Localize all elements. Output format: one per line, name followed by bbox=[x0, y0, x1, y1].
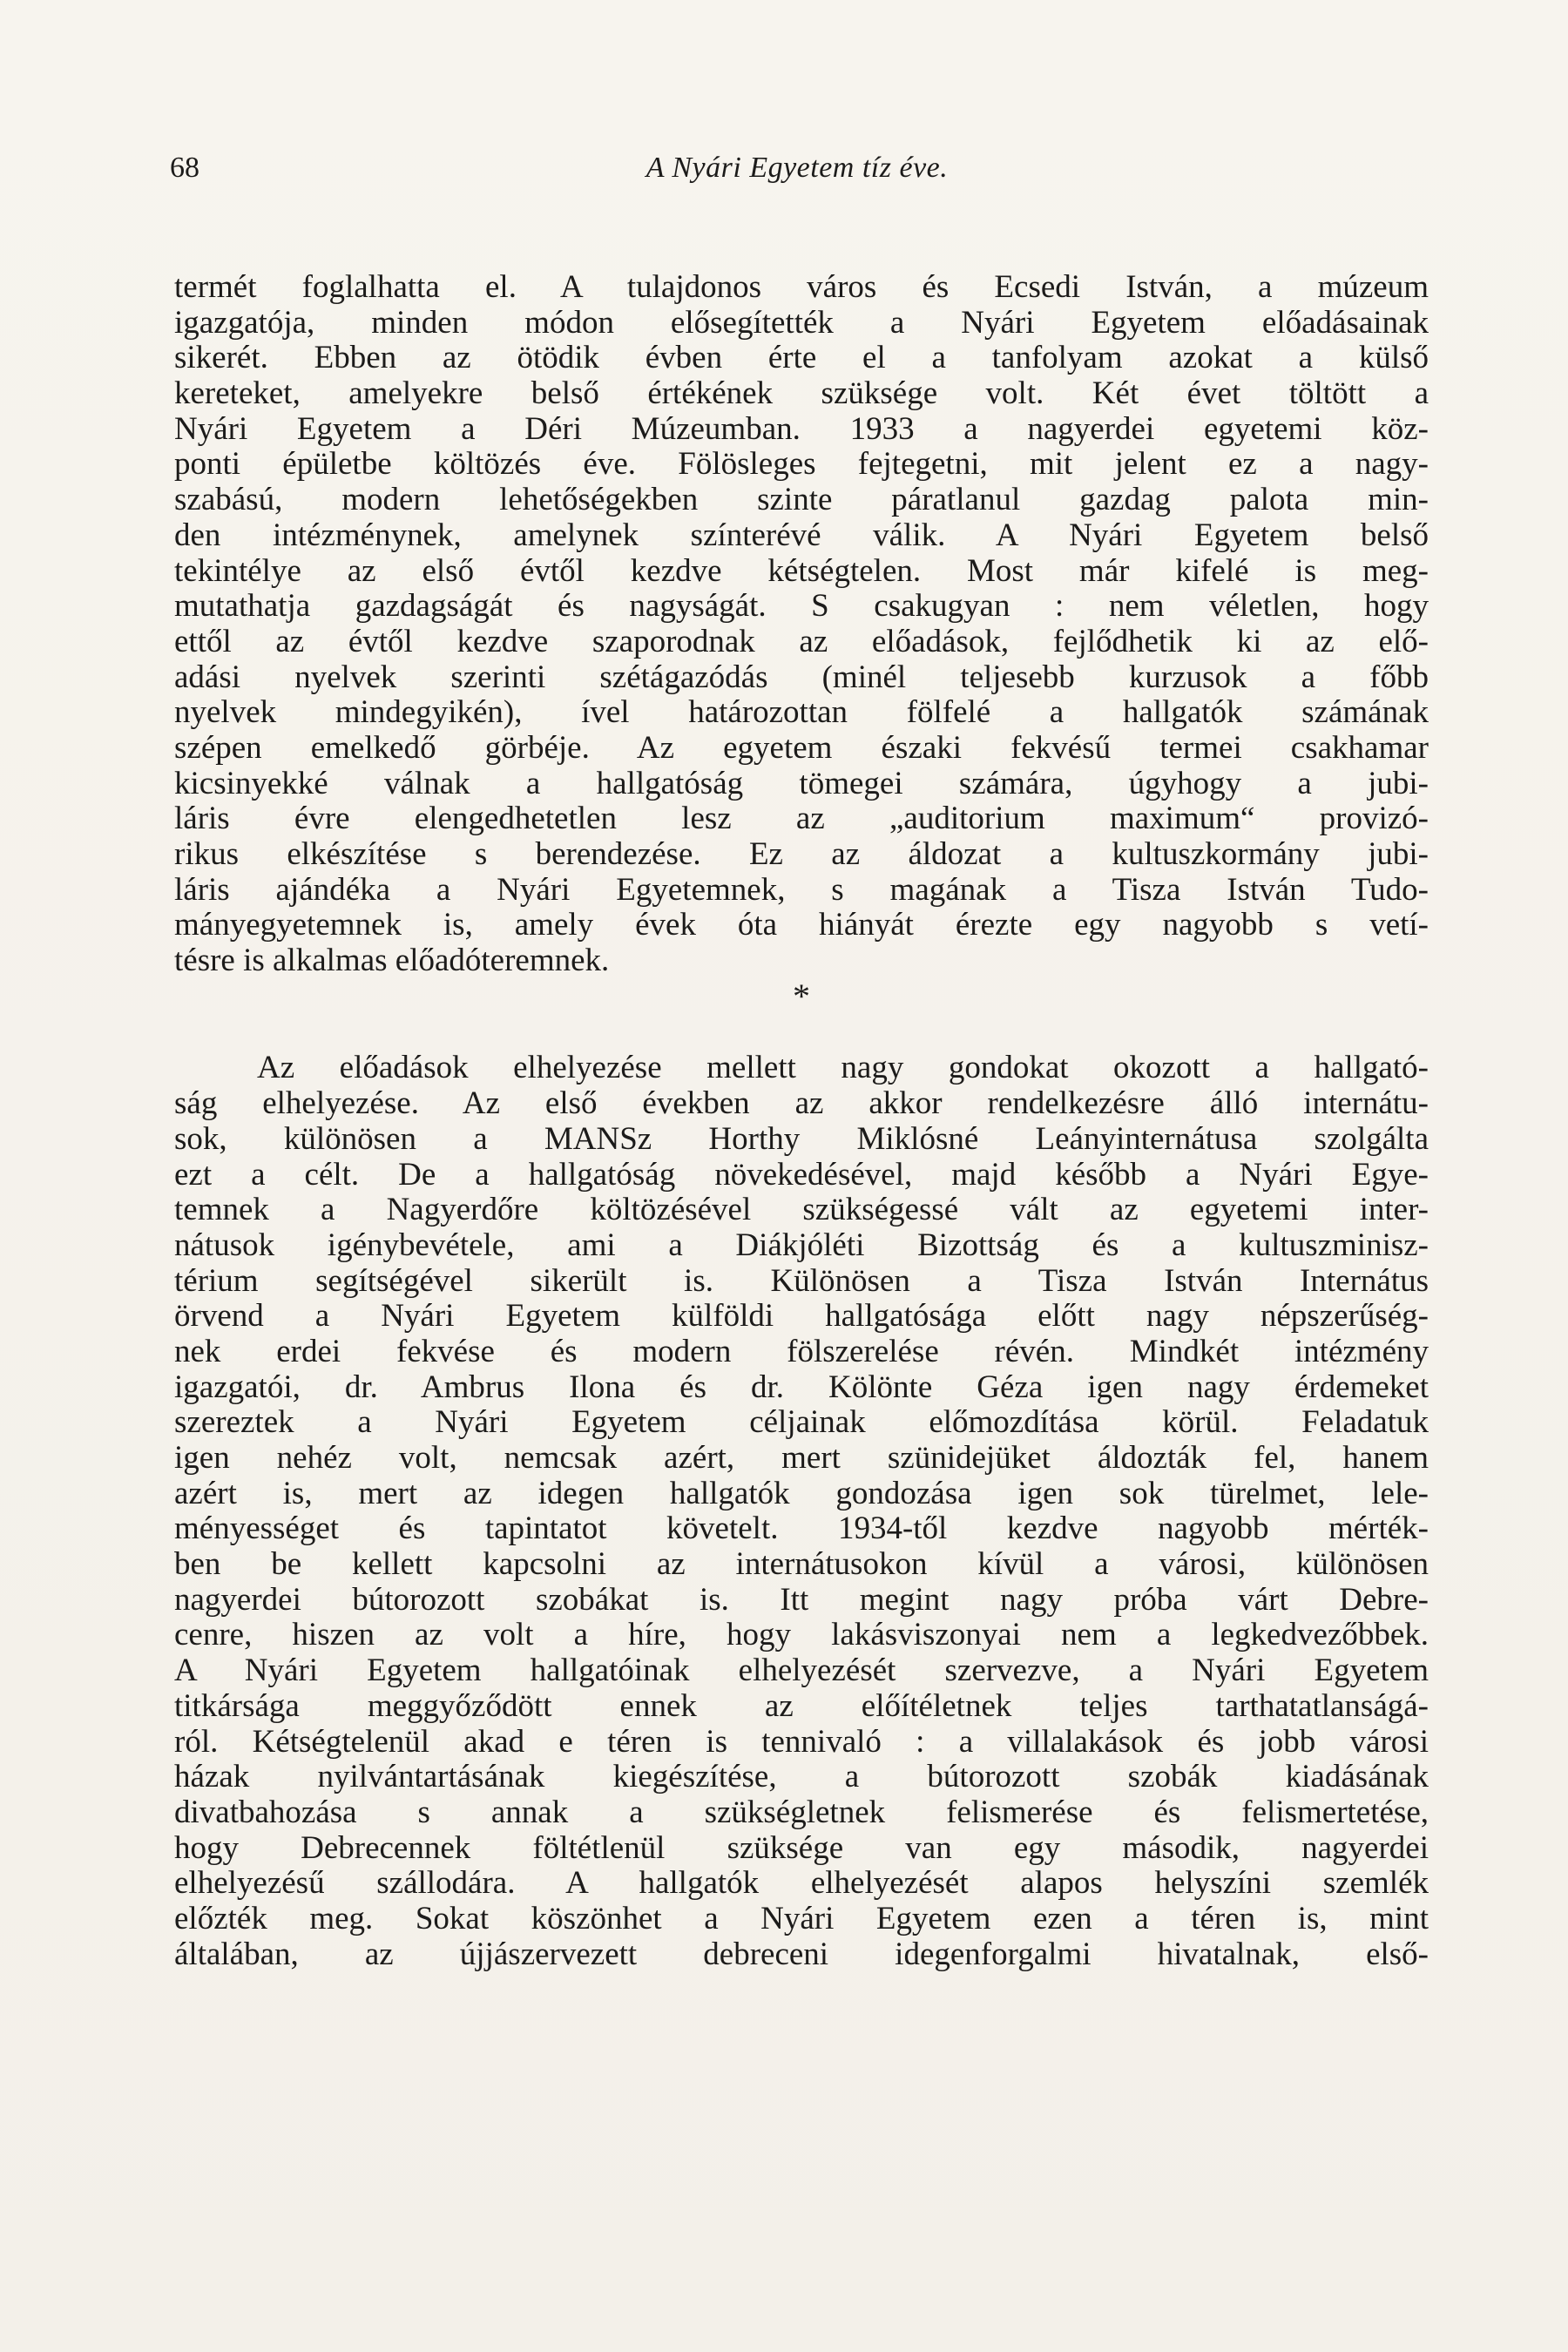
text-line: temnek a Nagyerdőre költözésével szükségessé vált az egyetemi inter- bbox=[174, 1193, 1429, 1228]
text-line: cenre, hiszen az volt a híre, hogy lakásviszonyai nem a legkedvezőbbek. bbox=[174, 1618, 1429, 1653]
text-line: A Nyári Egyetem hallgatóinak elhelyezését szervezve, a Nyári Egyetem bbox=[174, 1653, 1429, 1689]
text-line: házak nyilvántartásának kiegészítése, a bútorozott szobák kiadásának bbox=[174, 1760, 1429, 1795]
text-line: szépen emelkedő görbéje. Az egyetem északi fekvésű termei csakhamar bbox=[174, 730, 1429, 766]
text-line: divatbahozása s annak a szükségletnek felismerése és felismertetése, bbox=[174, 1794, 1429, 1830]
text-line: nyelvek mindegyikén), ível határozottan fölfelé a hallgatók számának bbox=[174, 695, 1429, 731]
text-line: ezt a célt. De a hallgatóság növekedésével, majd később a Nyári Egye- bbox=[174, 1157, 1429, 1193]
text-line: általában, az újjászervezett debreceni idegenforgalmi hivatalnak, első- bbox=[174, 1936, 1429, 1972]
text-line: szereztek a Nyári Egyetem céljainak előmozdítása körül. Feladatuk bbox=[174, 1405, 1429, 1441]
text-line: kereteket, amelyekre belső értékének szüksége volt. Két évet töltött a bbox=[174, 376, 1429, 412]
text-line: ponti épületbe költözés éve. Fölösleges fejtegetni, mit jelent ez a nagy- bbox=[174, 447, 1429, 483]
text-line: termét foglalhatta el. A tulajdonos város és Ecsedi István, a múzeum bbox=[174, 270, 1429, 305]
text-line: ben be kellett kapcsolni az internátusokon kívül a városi, különösen bbox=[174, 1547, 1429, 1583]
text-line: igazgatói, dr. Ambrus Ilona és dr. Kölönte Géza igen nagy érdemeket bbox=[174, 1369, 1429, 1405]
paragraph-1 bbox=[174, 270, 1429, 979]
text-line: mutathatja gazdagságát és nagyságát. S csakugyan : nem véletlen, hogy bbox=[174, 589, 1429, 625]
text-line: Nyári Egyetem a Déri Múzeumban. 1933 a nagyerdei egyetemi köz- bbox=[174, 411, 1429, 447]
text-line: örvend a Nyári Egyetem külföldi hallgatósága előtt nagy népszerűség- bbox=[174, 1299, 1429, 1335]
spacer bbox=[174, 1014, 1429, 1051]
text-line: előzték meg. Sokat köszönhet a Nyári Egyetem ezen a téren is, mint bbox=[174, 1901, 1429, 1936]
text-line: szabású, modern lehetőségekben szinte páratlanul gazdag palota min- bbox=[174, 483, 1429, 518]
text-line: sikerét. Ebben az ötödik évben érte el a tanfolyam azokat a külső bbox=[174, 341, 1429, 376]
text-line: ról. Kétségtelenül akad e téren is tennivaló : a villalakások és jobb városi bbox=[174, 1724, 1429, 1760]
text-line: láris évre elengedhetetlen lesz az „auditorium maximum“ provizó- bbox=[174, 801, 1429, 837]
text-line: nátusok igénybevétele, ami a Diákjóléti Bizottság és a kultuszminisz- bbox=[174, 1227, 1429, 1263]
text-line: Az előadások elhelyezése mellett nagy gondokat okozott a hallgató- bbox=[257, 1051, 1429, 1086]
text-line: kicsinyekké válnak a hallgatóság tömegei számára, úgyhogy a jubi- bbox=[174, 766, 1429, 801]
text-line: nek erdei fekvése és modern fölszerelése révén. Mindkét intézmény bbox=[174, 1334, 1429, 1369]
text-line: tésre is alkalmas előadóteremnek. bbox=[174, 943, 610, 979]
text-line: ettől az évtől kezdve szaporodnak az előadások, fejlődhetik ki az elő- bbox=[174, 624, 1429, 659]
text-line: rikus elkészítése s berendezése. Ez az áldozat a kultuszkormány jubi- bbox=[174, 837, 1429, 872]
text-line: den intézménynek, amelynek színterévé válik. A Nyári Egyetem belső bbox=[174, 517, 1429, 553]
text-line: sok, különösen a MANSz Horthy Miklósné Leányinternátusa szolgálta bbox=[174, 1121, 1429, 1157]
text-line: igen nehéz volt, nemcsak azért, mert szünidejüket áldozták fel, hanem bbox=[174, 1441, 1429, 1476]
page-header bbox=[170, 146, 1424, 190]
text-line: láris ajándéka a Nyári Egyetemnek, s magának a Tisza István Tudo- bbox=[174, 872, 1429, 908]
text-line: elhelyezésű szállodára. A hallgatók elhelyezését alapos helyszíni szemlék bbox=[174, 1866, 1429, 1902]
text-line: azért is, mert az idegen hallgatók gondozása igen sok türelmet, lele- bbox=[174, 1476, 1429, 1511]
body-text bbox=[174, 270, 1429, 1972]
text-line: térium segítségével sikerült is. Különösen a Tisza István Internátus bbox=[174, 1263, 1429, 1299]
paragraph-2 bbox=[174, 1051, 1429, 1972]
text-line: hogy Debrecennek föltétlenül szüksége van egy második, nagyerdei bbox=[174, 1830, 1429, 1866]
page-number: 68 bbox=[170, 152, 199, 184]
text-line: adási nyelvek szerinti szétágazódás (minél teljesebb kurzusok a főbb bbox=[174, 659, 1429, 695]
text-line: tekintélye az első évtől kezdve kétségtelen. Most már kifelé is meg- bbox=[174, 553, 1429, 589]
text-line: nagyerdei bútorozott szobákat is. Itt megint nagy próba várt Debre- bbox=[174, 1582, 1429, 1618]
section-separator: * bbox=[793, 976, 810, 1016]
text-line: ság elhelyezése. Az első években az akkor rendelkezésre álló internátu- bbox=[174, 1086, 1429, 1122]
running-title: A Nyári Egyetem tíz éve. bbox=[645, 152, 949, 184]
text-line: igazgatója, minden módon elősegítették a Nyári Egyetem előadásainak bbox=[174, 305, 1429, 341]
text-line: mányegyetemnek is, amely évek óta hiányát érezte egy nagyobb s vetí- bbox=[174, 908, 1429, 943]
text-line: titkársága meggyőződött ennek az előítéletnek teljes tarthatatlanságá- bbox=[174, 1688, 1429, 1724]
text-line: ményességet és tapintatot követelt. 1934-től kezdve nagyobb mérték- bbox=[174, 1511, 1429, 1547]
